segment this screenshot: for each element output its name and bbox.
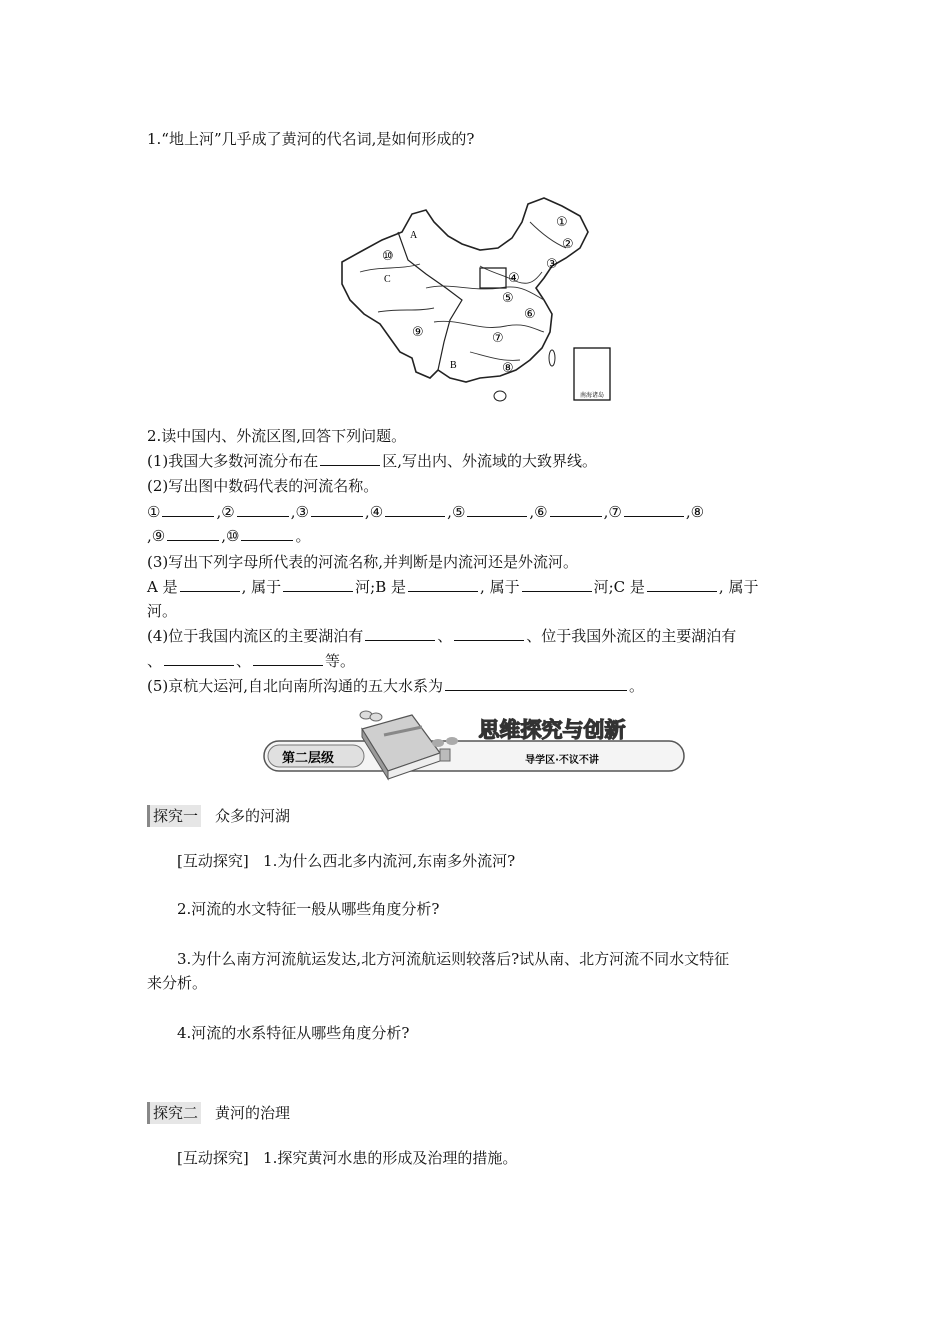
map-label-B: B [450, 360, 457, 371]
map-label-10: ⑩ [382, 249, 394, 264]
explore-2-q1: [互动探究] 1.探究黄河水患的形成及治理的措施。 [177, 1149, 518, 1167]
answer-blank[interactable] [624, 502, 684, 517]
question-2-part-3-end: 河。 [147, 602, 178, 620]
answer-blank[interactable] [237, 502, 289, 517]
answer-blank[interactable] [162, 502, 214, 517]
answer-blank[interactable] [522, 577, 592, 592]
explore-2-title: 黄河的治理 [215, 1104, 291, 1122]
river-line [378, 308, 434, 312]
inset-label: 南海诸岛 [579, 393, 605, 399]
question-2-part-4-cont: 、 、 等。 [147, 652, 356, 670]
answer-blank[interactable] [180, 577, 240, 592]
question-2-part-3: (3)写出下列字母所代表的河流名称,并判断是内流河还是外流河。 [147, 553, 579, 571]
map-svg [330, 192, 615, 407]
explore-1-q3-cont: 来分析。 [147, 974, 208, 992]
answer-blank[interactable] [385, 502, 445, 517]
river-line [434, 321, 544, 332]
taiwan-island [549, 350, 555, 366]
map-label-8: ⑧ [502, 361, 514, 376]
explore-2-tag: 探究二 [147, 1102, 201, 1124]
explore-1-tag: 探究一 [147, 805, 201, 827]
question-2-title: 2.读中国内、外流区图,回答下列问题。 [147, 427, 407, 445]
map-label-9: ⑨ [412, 325, 424, 340]
answer-blank[interactable] [311, 502, 363, 517]
lake-highlight [480, 268, 506, 288]
map-label-6: ⑥ [524, 307, 536, 322]
map-label-7: ⑦ [492, 331, 504, 346]
explore-1-heading [147, 805, 290, 827]
answer-blank[interactable] [253, 651, 323, 666]
map-label-5: ⑤ [502, 291, 514, 306]
question-2-part-1: (1)我国大多数河流分布在 区,写出内、外流域的大致界线。 [147, 452, 598, 470]
map-label-3: ③ [546, 257, 558, 272]
answer-blank[interactable] [454, 626, 524, 641]
map-label-2: ② [562, 237, 574, 252]
answer-blank[interactable] [550, 502, 602, 517]
answer-blank[interactable] [241, 526, 293, 541]
banner-svg [262, 705, 687, 785]
answer-blank[interactable] [408, 577, 478, 592]
river-line [360, 264, 420, 272]
answer-blank[interactable] [647, 577, 717, 592]
question-2-part-2: (2)写出图中数码代表的河流名称。 [147, 477, 379, 495]
answer-blank[interactable] [467, 502, 527, 517]
explore-1-q2: 2.河流的水文特征一般从哪些角度分析? [177, 900, 440, 918]
explore-1-title: 众多的河湖 [215, 807, 291, 825]
answer-blank[interactable] [167, 526, 219, 541]
banner-subtitle: 导学区·不议不讲 [525, 755, 599, 766]
mainland-outline [342, 198, 588, 382]
river-number-row-1: ① ,② ,③ ,④ ,⑤ ,⑥ ,⑦ ,⑧ [147, 503, 705, 521]
map-label-A: A [410, 230, 418, 241]
level-banner [262, 705, 687, 785]
explore-1-q1: [互动探究] 1.为什么西北多内流河,东南多外流河? [177, 852, 516, 870]
question-2-part-5: (5)京杭大运河,自北向南所沟通的五大水系为 。 [147, 677, 645, 695]
question-2-part-3-blanks: A 是 , 属于 河;B 是 , 属于 河;C 是 , 属于 [147, 578, 759, 596]
question-1: 1.“地上河”几乎成了黄河的代名词,是如何形成的? [147, 130, 475, 148]
answer-blank[interactable] [445, 676, 627, 691]
banner-title: 思维探究与创新 [478, 718, 626, 742]
map-label-1: ① [556, 215, 568, 230]
answer-blank[interactable] [164, 651, 234, 666]
map-label-4: ④ [508, 271, 520, 286]
butterfly-icon [360, 711, 382, 721]
hainan-island [494, 391, 506, 401]
answer-blank[interactable] [283, 577, 353, 592]
explore-1-q4: 4.河流的水系特征从哪些角度分析? [177, 1024, 410, 1042]
river-number-row-2: ,⑨ ,⑩ 。 [147, 527, 311, 545]
drainage-divide [398, 232, 462, 370]
explore-2-heading [147, 1102, 290, 1124]
banner-level: 第二层级 [281, 751, 335, 766]
china-drainage-map [330, 192, 615, 407]
explore-1-q3: 3.为什么南方河流航运发达,北方河流航运则较落后?试从南、北方河流不同水文特征 [177, 950, 730, 968]
map-label-C: C [384, 274, 391, 285]
answer-blank[interactable] [320, 451, 380, 466]
answer-blank[interactable] [365, 626, 435, 641]
river-line [470, 352, 520, 360]
question-2-part-4: (4)位于我国内流区的主要湖泊有 、 、位于我国外流区的主要湖泊有 [147, 627, 737, 645]
